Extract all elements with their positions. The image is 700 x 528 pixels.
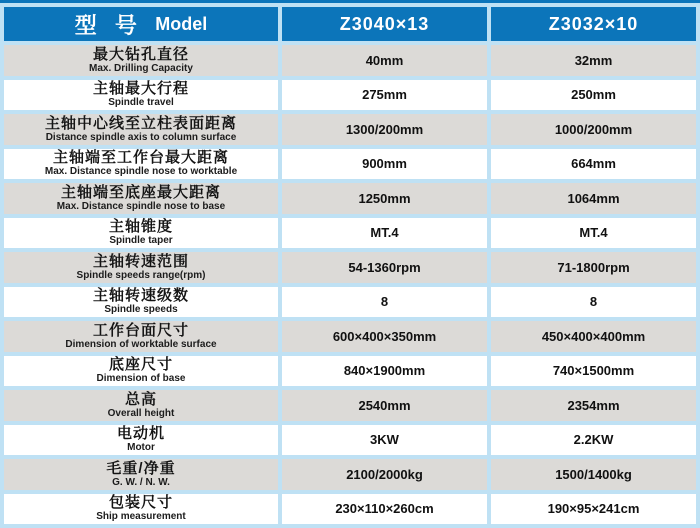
spec-value-z3040: MT.4 xyxy=(282,218,487,249)
table-header-row xyxy=(4,7,696,41)
spec-value-z3032: 2.2KW xyxy=(491,425,696,456)
spec-label-cell xyxy=(4,114,278,145)
spec-label-cell xyxy=(4,459,278,490)
spec-label-en: Spindle travel xyxy=(108,97,174,109)
spec-value-z3040: 900mm xyxy=(282,149,487,180)
spec-label-cell xyxy=(4,45,278,76)
spec-value-z3032: 740×1500mm xyxy=(491,356,696,387)
spec-row-spindle-taper xyxy=(4,218,696,249)
spec-label-en: Max. Distance spindle nose to worktable xyxy=(44,166,238,178)
spec-row-spindle-travel xyxy=(4,80,696,111)
spec-value-z3032: 250mm xyxy=(491,80,696,111)
spec-label-cell xyxy=(4,494,278,525)
header-model-z3032: Z3032×10 xyxy=(491,7,696,41)
spec-label-en: Max. Drilling Capacity xyxy=(89,62,193,74)
spec-label-zh: 主轴转速范围 xyxy=(92,252,189,270)
spec-label-cell xyxy=(4,356,278,387)
spec-row-weight xyxy=(4,459,696,490)
spec-value-z3032: 2354mm xyxy=(491,390,696,421)
spec-row-drilling-capacity xyxy=(4,45,696,76)
spec-label-zh: 工作台面尺寸 xyxy=(92,321,189,339)
spec-value-z3040: 54-1360rpm xyxy=(282,252,487,283)
spec-row-motor xyxy=(4,425,696,456)
spec-label-en: Max. Distance spindle nose to base xyxy=(56,200,226,212)
spec-label-cell xyxy=(4,321,278,352)
spec-row-overall-height xyxy=(4,390,696,421)
spec-row-worktable-surface xyxy=(4,321,696,352)
spec-value-z3040: 40mm xyxy=(282,45,487,76)
spec-value-z3032: 8 xyxy=(491,287,696,318)
spec-table xyxy=(0,3,700,528)
spec-row-base-dimension xyxy=(4,356,696,387)
spec-row-nose-to-base xyxy=(4,183,696,214)
spec-value-z3040: 230×110×260cm xyxy=(282,494,487,525)
spec-label-zh: 最大钻孔直径 xyxy=(92,45,189,63)
spec-value-z3040: 3KW xyxy=(282,425,487,456)
spec-value-z3040: 1300/200mm xyxy=(282,114,487,145)
spec-label-en: Distance spindle axis to column surface xyxy=(45,131,237,143)
spec-row-axis-to-column xyxy=(4,114,696,145)
spec-label-zh: 主轴端至工作台最大距离 xyxy=(52,149,229,167)
spec-label-cell xyxy=(4,252,278,283)
spec-label-cell xyxy=(4,149,278,180)
spec-label-en: Motor xyxy=(127,442,155,454)
spec-label-cell xyxy=(4,183,278,214)
spec-label-zh: 总高 xyxy=(124,390,157,408)
spec-label-en: Overall height xyxy=(107,407,175,419)
spec-label-zh: 主轴最大行程 xyxy=(92,80,189,98)
spec-row-ship-measurement xyxy=(4,494,696,525)
header-title-zh: 型 号 xyxy=(74,12,143,38)
spec-value-z3040: 1250mm xyxy=(282,183,487,214)
spec-label-cell xyxy=(4,287,278,318)
spec-label-en: G. W. / N. W. xyxy=(112,476,170,488)
spec-value-z3032: 1000/200mm xyxy=(491,114,696,145)
spec-label-en: Dimension of base xyxy=(96,373,186,385)
spec-label-cell xyxy=(4,425,278,456)
spec-label-zh: 电动机 xyxy=(116,425,165,443)
spec-row-nose-to-worktable xyxy=(4,149,696,180)
spec-value-z3040: 840×1900mm xyxy=(282,356,487,387)
spec-label-zh: 主轴中心线至立柱表面距离 xyxy=(44,114,237,132)
spec-value-z3032: 32mm xyxy=(491,45,696,76)
spec-label-zh: 主轴锥度 xyxy=(108,218,173,236)
spec-label-zh: 包装尺寸 xyxy=(108,494,173,512)
spec-value-z3040: 600×400×350mm xyxy=(282,321,487,352)
spec-value-z3032: 450×400×400mm xyxy=(491,321,696,352)
spec-value-z3040: 2540mm xyxy=(282,390,487,421)
spec-label-en: Dimension of worktable surface xyxy=(65,338,217,350)
spec-label-cell xyxy=(4,80,278,111)
spec-value-z3032: 190×95×241cm xyxy=(491,494,696,525)
spec-label-zh: 底座尺寸 xyxy=(108,356,173,374)
spec-label-zh: 主轴端至底座最大距离 xyxy=(60,183,221,201)
header-title-en: Model xyxy=(155,13,208,34)
spec-value-z3032: 1064mm xyxy=(491,183,696,214)
spec-label-en: Spindle taper xyxy=(109,235,173,247)
spec-value-z3032: 1500/1400kg xyxy=(491,459,696,490)
spec-row-speed-range xyxy=(4,252,696,283)
spec-label-cell xyxy=(4,218,278,249)
spec-value-z3040: 8 xyxy=(282,287,487,318)
spec-label-zh: 主轴转速级数 xyxy=(92,287,189,305)
spec-value-z3040: 275mm xyxy=(282,80,487,111)
spec-value-z3032: MT.4 xyxy=(491,218,696,249)
spec-value-z3040: 2100/2000kg xyxy=(282,459,487,490)
spec-label-en: Spindle speeds range(rpm) xyxy=(76,269,206,281)
spec-label-en: Ship measurement xyxy=(96,511,186,523)
spec-row-speed-steps xyxy=(4,287,696,318)
header-model-z3040: Z3040×13 xyxy=(282,7,487,41)
header-model-cell xyxy=(4,7,278,41)
spec-value-z3032: 71-1800rpm xyxy=(491,252,696,283)
spec-label-en: Spindle speeds xyxy=(104,304,178,316)
spec-label-cell xyxy=(4,390,278,421)
spec-label-zh: 毛重/净重 xyxy=(106,459,176,477)
spec-value-z3032: 664mm xyxy=(491,149,696,180)
